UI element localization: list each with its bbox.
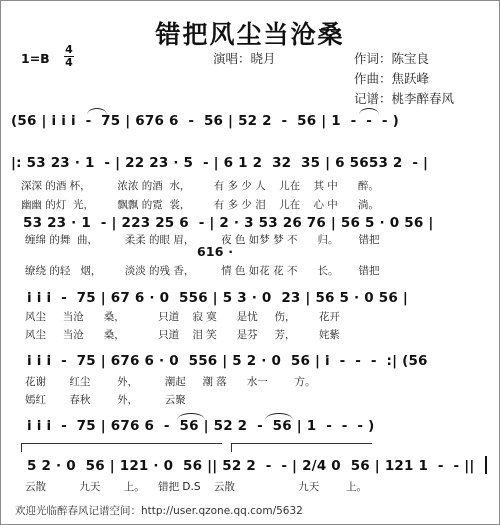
lyrics-verse-2-a: 缠绵 的舞 曲， 柔柔 的眼 眉， 夜 色 如梦 梦 不 归。 错把 <box>25 234 380 246</box>
lyrics-verse-2-b: 缭绕 的轻 烟， 淡淡 的残 香， 情 色 如花 花 不 长。 错把 <box>25 265 380 277</box>
lyricist: 作词：陈宝良 <box>354 51 430 66</box>
notation-row-verse-2: 53 23 · 1 - | 223 25 6 - | 2 · 3 53 26 76 | 56 5 · 0 56 | <box>23 215 434 231</box>
notation-row-interlude: i i i - 75 | 676 6 - 56 | 52 2 - 56 | 1 - - - ) <box>27 418 375 434</box>
time-signature-bottom: 4 <box>65 56 73 69</box>
lyrics-verse-1-b: 幽幽 的灯 光， 飘飘 的霓 裳， 有 多 少 泪 儿在 心 中 淌。 <box>21 199 379 211</box>
lyrics-endings: 云散 九天 上。 错把 D.S 云散 九天 上。 <box>25 481 367 493</box>
time-signature-top: 4 <box>65 43 73 56</box>
lyrics-chorus-2-a: 花谢 红尘 外， 潮起 潮 落 水一 方。 <box>25 376 316 388</box>
notation-alt-phrase: 616 · <box>197 244 234 259</box>
lyrics-verse-1-a: 深深 的酒 杯， 浓浓 的酒 水， 有 多 少 人 儿在 其 中 醉。 <box>21 180 379 192</box>
song-title: 错把风尘当沧桑 <box>155 20 345 49</box>
notation-row-intro: (56 | i i i - 75 | 676 6 - 56 | 52 2 - 56 | 1 - - - ) <box>11 113 399 129</box>
lyrics-chorus-2-b: 嫣红 春秋 外， 云聚 <box>25 394 186 406</box>
composer: 作曲：焦跃峰 <box>354 71 430 86</box>
notation-row-chorus-2: i i i - 75 | 676 6 · 0 556 | 5 2 · 0 56 | i - - - :| (56 <box>27 353 428 369</box>
volta-bracket-2 <box>231 443 372 452</box>
volta-bracket-1 <box>21 443 222 452</box>
key-signature: 1=B <box>21 51 50 66</box>
final-barline <box>485 456 487 474</box>
lyrics-chorus-1-a: 风尘 当沧 桑， 只道 寂 寞 是忧 伤， 花开 <box>25 311 340 323</box>
notation-row-verse-1: |: 53 23 · 1 - | 22 23 · 5 - | 6 1 2 32 35 | 6 5653 2 - | <box>11 155 429 171</box>
notation-row-chorus-1: i i i - 75 | 67 6 · 0 556 | 5 3 · 0 23 | 56 5 · 0 56 | <box>27 290 408 306</box>
lyrics-chorus-1-b: 风尘 当沧 桑， 只道 泪 笑 是芬 芳， 姹紫 <box>25 329 340 341</box>
singer: 演唱：晓月 <box>213 51 276 66</box>
notation-row-endings: 5 2 · 0 56 | 121 · 0 56 || 52 2 - - | 2/4 0 56 | 121 1 - - || <box>27 458 475 474</box>
transcriber: 记谱：桃李醉春风 <box>354 91 455 106</box>
footer-credit: 欢迎光临醉春风记谱空间：http://user.qzone.qq.com/5632 <box>15 505 303 517</box>
time-signature <box>63 44 75 69</box>
